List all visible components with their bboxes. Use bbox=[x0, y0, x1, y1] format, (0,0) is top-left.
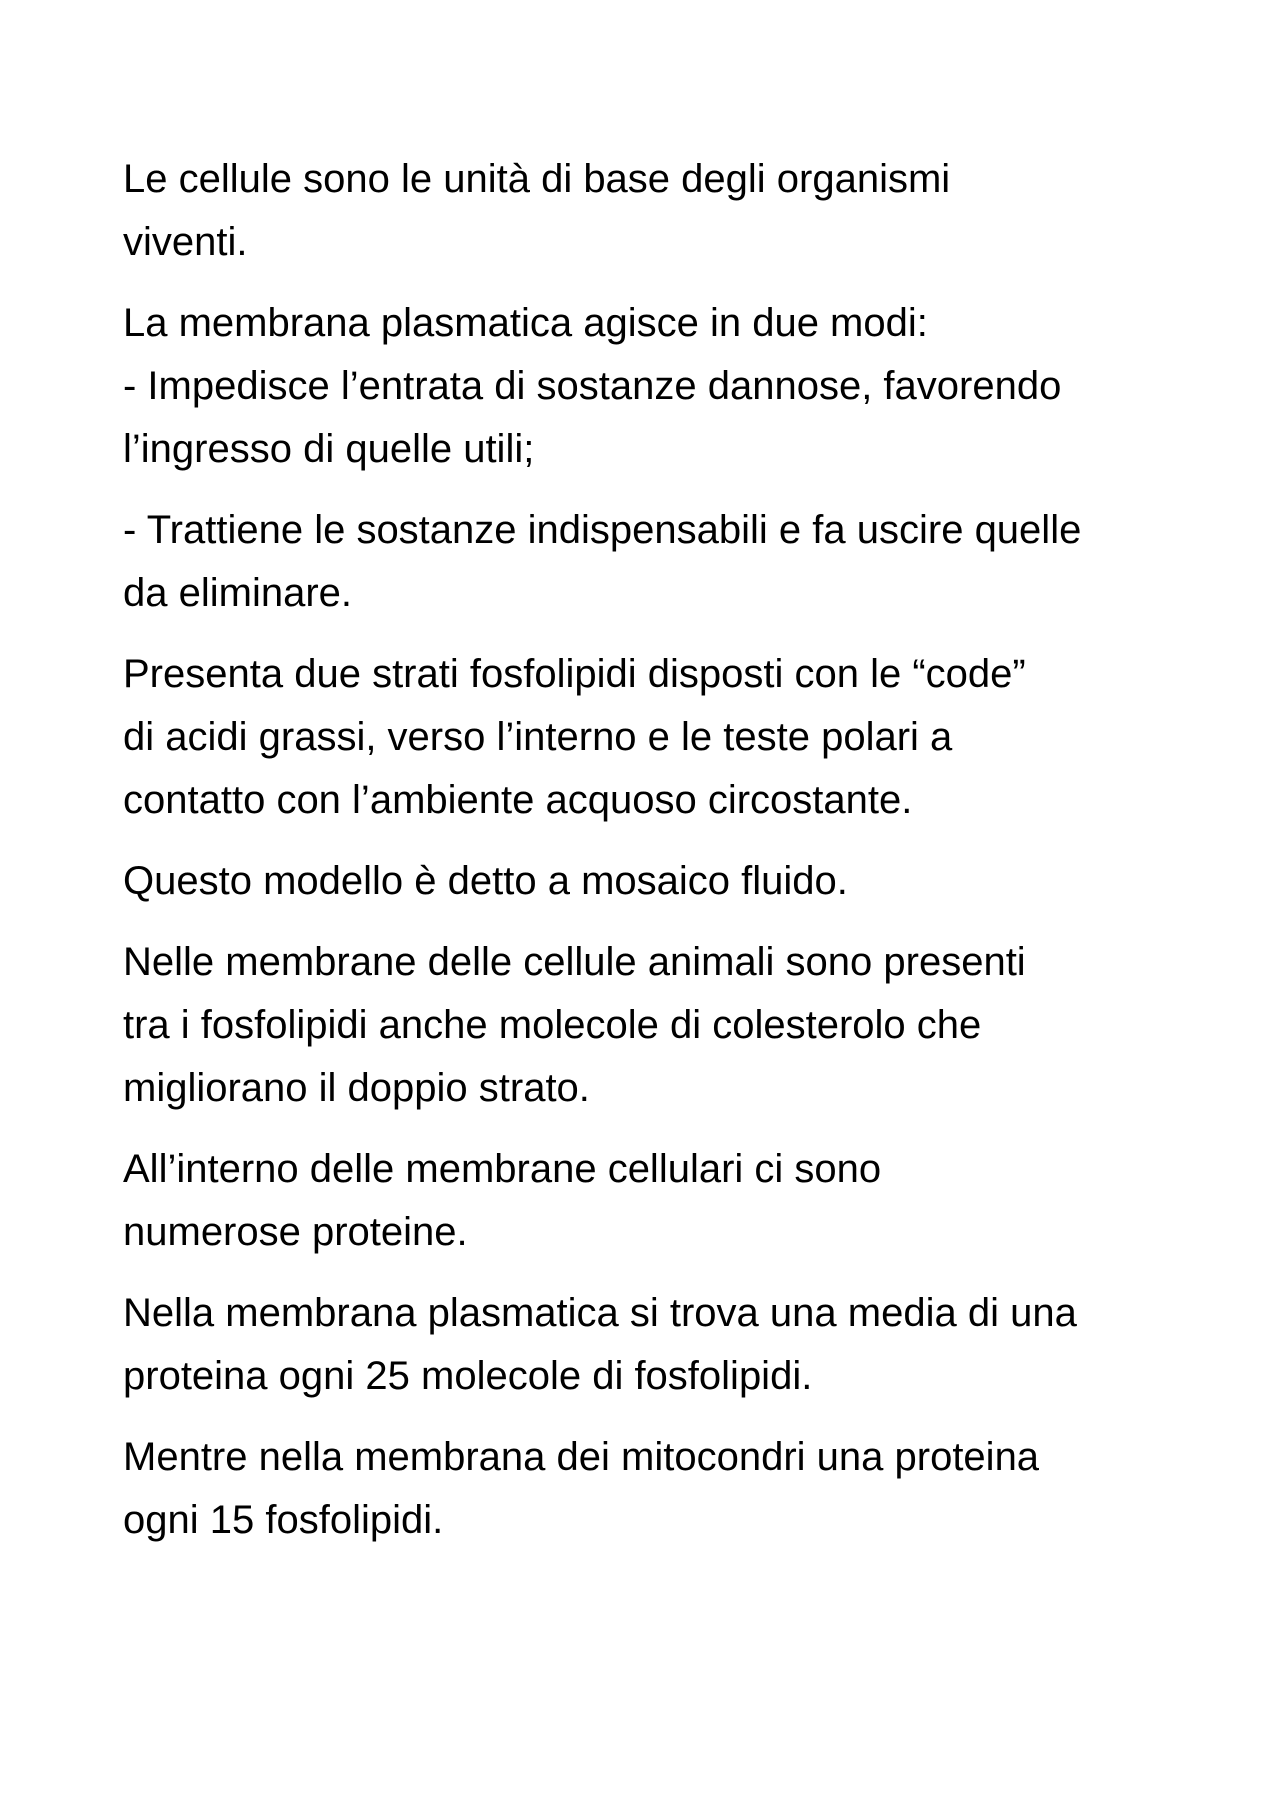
text-line: ogni 15 fosfolipidi. bbox=[123, 1498, 444, 1542]
paragraph-fluid-mosaic bbox=[123, 850, 1183, 913]
text-line: Presenta due strati fosfolipidi disposti con le “code” bbox=[123, 652, 1026, 696]
paragraph-plasma-membrane-ratio bbox=[123, 1282, 1183, 1408]
text-line: - Impedisce l’entrata di sostanze dannose, favorendo bbox=[123, 364, 1062, 408]
text-line: - Trattiene le sostanze indispensabili e fa uscire quelle bbox=[123, 508, 1082, 552]
text-line: Le cellule sono le unità di base degli organismi bbox=[123, 157, 951, 201]
text-line: All’interno delle membrane cellulari ci sono bbox=[123, 1147, 882, 1191]
paragraph-membrane-functions bbox=[123, 292, 1183, 481]
paragraph-cholesterol bbox=[123, 931, 1183, 1120]
document-body bbox=[123, 148, 1183, 1570]
text-line: La membrana plasmatica agisce in due modi: bbox=[123, 301, 928, 345]
text-line: da eliminare. bbox=[123, 571, 353, 615]
text-line: l’ingresso di quelle utili; bbox=[123, 427, 535, 471]
paragraph-cells-definition bbox=[123, 148, 1183, 274]
text-line: Nella membrana plasmatica si trova una media di una bbox=[123, 1291, 1077, 1335]
paragraph-phospholipid-layers bbox=[123, 643, 1183, 832]
text-line: tra i fosfolipidi anche molecole di colesterolo che bbox=[123, 1003, 982, 1047]
text-line: Questo modello è detto a mosaico fluido. bbox=[123, 859, 848, 903]
paragraph-membrane-proteins bbox=[123, 1138, 1183, 1264]
text-line: migliorano il doppio strato. bbox=[123, 1066, 590, 1110]
text-line: numerose proteine. bbox=[123, 1210, 468, 1254]
text-line: Nelle membrane delle cellule animali sono presenti bbox=[123, 940, 1026, 984]
text-line: viventi. bbox=[123, 220, 248, 264]
text-line: Mentre nella membrana dei mitocondri una proteina bbox=[123, 1435, 1040, 1479]
text-line: di acidi grassi, verso l’interno e le teste polari a bbox=[123, 715, 953, 759]
text-line: proteina ogni 25 molecole di fosfolipidi. bbox=[123, 1354, 813, 1398]
text-line: contatto con l’ambiente acquoso circostante. bbox=[123, 778, 913, 822]
paragraph-mitochondria-ratio bbox=[123, 1426, 1183, 1552]
paragraph-membrane-retention bbox=[123, 499, 1183, 625]
